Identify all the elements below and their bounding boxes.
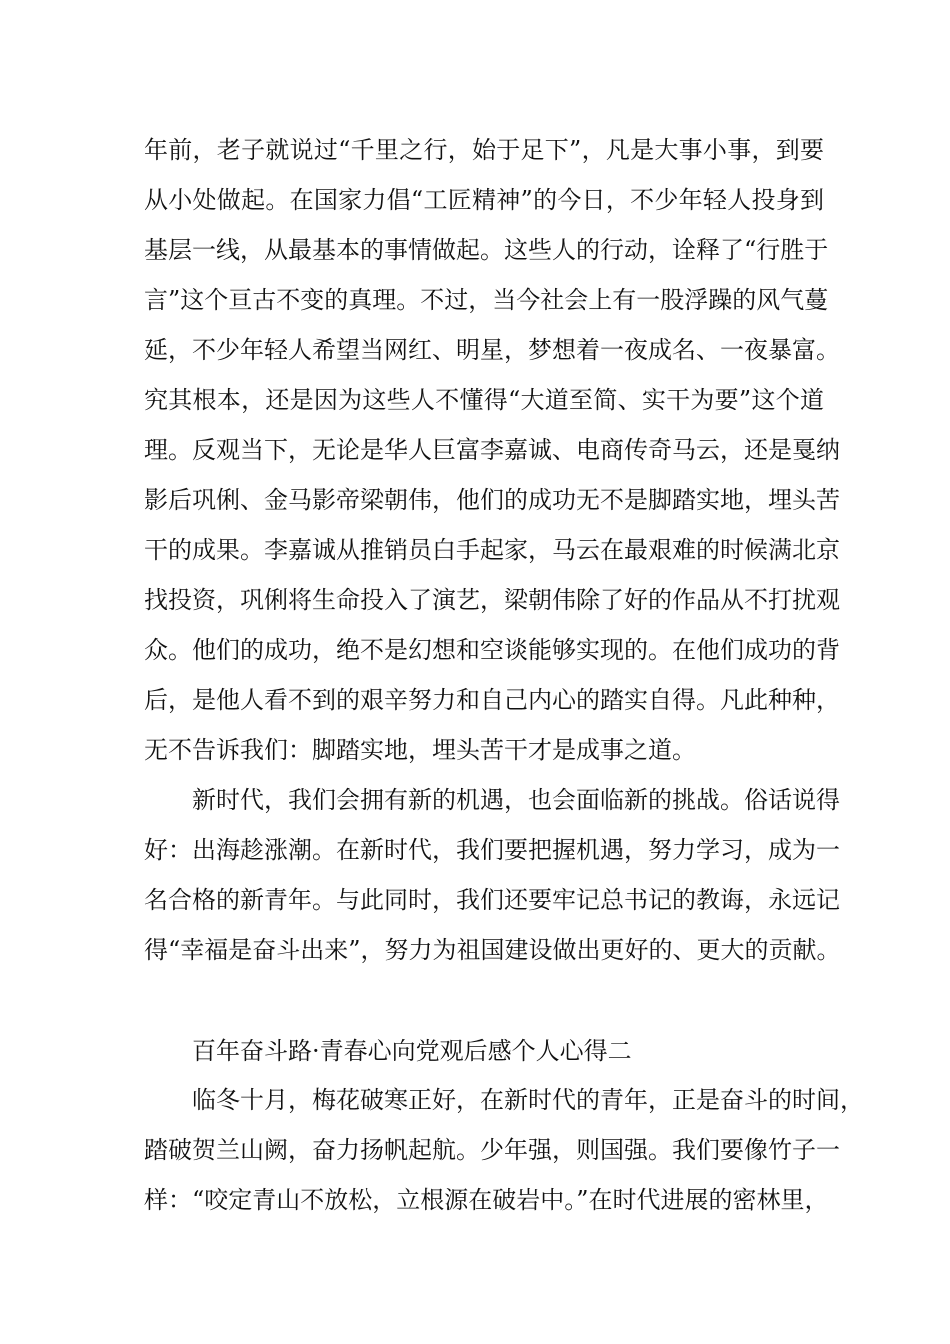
body-line: 踏破贺兰山阙，奋力扬帆起航。少年强，则国强。我们要像竹子一 — [144, 1136, 840, 1164]
body-line: 年前，老子就说过“千里之行，始于足下”，凡是大事小事，到要 — [144, 136, 824, 164]
body-line: 好：出海趁涨潮。在新时代，我们要把握机遇，努力学习，成为一 — [144, 836, 840, 864]
body-line: 后，是他人看不到的艰辛努力和自己内心的踏实自得。凡此种种， — [144, 686, 840, 714]
body-line: 样：“咬定青山不放松，立根源在破岩中。”在时代进展的密林里， — [144, 1186, 829, 1214]
body-line: 干的成果。李嘉诚从推销员白手起家，马云在最艰难的时候满北京 — [144, 536, 840, 564]
body-line: 临冬十月，梅花破寒正好，在新时代的青年，正是奋斗的时间， — [192, 1086, 864, 1114]
body-line: 名合格的新青年。与此同时，我们还要牢记总书记的教诲，永远记 — [144, 886, 840, 914]
body-line: 众。他们的成功，绝不是幻想和空谈能够实现的。在他们成功的背 — [144, 636, 840, 664]
body-line: 基层一线，从最基本的事情做起。这些人的行动，诠释了“行胜于 — [144, 236, 829, 264]
body-line: 从小处做起。在国家力倡“工匠精神”的今日，不少年轻人投身到 — [144, 186, 824, 214]
body-line: 理。反观当下，无论是华人巨富李嘉诚、电商传奇马云，还是戛纳 — [144, 436, 840, 464]
body-line: 延，不少年轻人希望当网红、明星，梦想着一夜成名、一夜暴富。 — [144, 336, 840, 364]
body-line: 得“幸福是奋斗出来”，努力为祖国建设做出更好的、更大的贡献。 — [144, 936, 841, 964]
section-heading: 百年奋斗路·青春心向党观后感个人心得二 — [192, 1037, 632, 1065]
body-line: 影后巩俐、金马影帝梁朝伟，他们的成功无不是脚踏实地，埋头苦 — [144, 486, 840, 514]
body-line: 无不告诉我们：脚踏实地，埋头苦干才是成事之道。 — [144, 736, 696, 764]
body-line: 找投资，巩俐将生命投入了演艺，梁朝伟除了好的作品从不打扰观 — [144, 586, 840, 614]
body-line: 新时代，我们会拥有新的机遇，也会面临新的挑战。俗话说得 — [192, 786, 840, 814]
body-line: 究其根本，还是因为这些人不懂得“大道至简、实干为要”这个道 — [144, 386, 824, 414]
body-line: 言”这个亘古不变的真理。不过，当今社会上有一股浮躁的风气蔓 — [144, 286, 829, 314]
